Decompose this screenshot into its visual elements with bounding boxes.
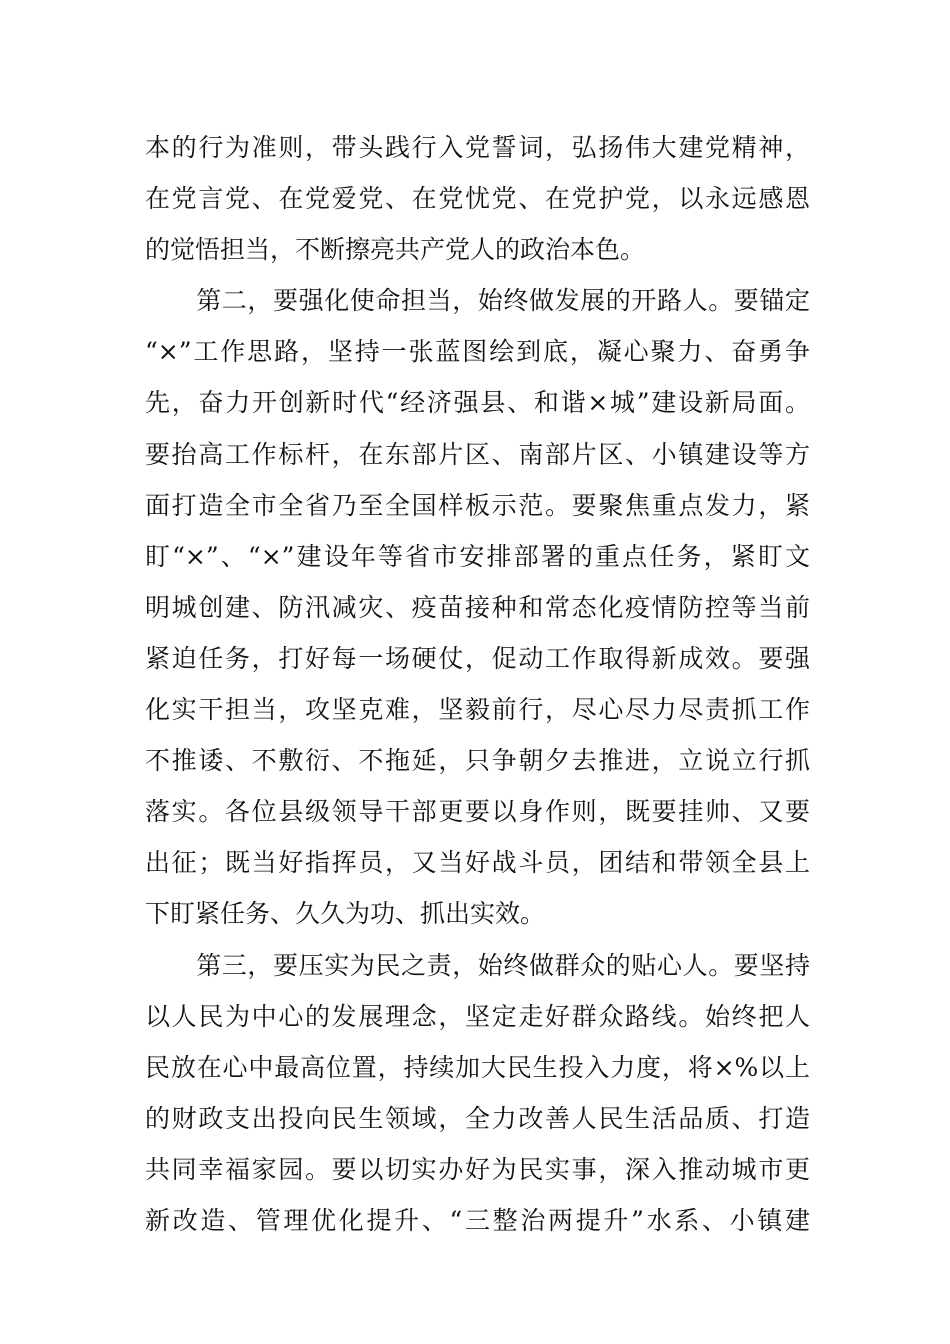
text-line: 第二，要强化使命担当，始终做发展的开路人。要锚定 <box>145 286 810 316</box>
text-line: 落实。各位县级领导干部更要以身作则，既要挂帅、又要 <box>145 797 810 827</box>
text-line: 先，奋力开创新时代“经济强县、和谐×城”建设新局面。 <box>145 388 810 418</box>
text-line: 以人民为中心的发展理念，坚定走好群众路线。始终把人 <box>145 1001 810 1031</box>
text-line: 民放在心中最高位置，持续加大民生投入力度，将×%以上 <box>145 1052 810 1082</box>
text-line: 的觉悟担当，不断擦亮共产党人的政治本色。 <box>145 235 646 265</box>
text-line: 第三，要压实为民之责，始终做群众的贴心人。要坚持 <box>145 950 810 980</box>
text-line: 不推诿、不敷衍、不拖延，只争朝夕去推进，立说立行抓 <box>145 746 810 776</box>
text-line: “×”工作思路，坚持一张蓝图绘到底，凝心聚力、奋勇争 <box>145 337 810 367</box>
text-line: 盯“×”、“×”建设年等省市安排部署的重点任务，紧盯文 <box>145 541 810 571</box>
text-line: 面打造全市全省乃至全国样板示范。要聚焦重点发力，紧 <box>145 490 810 520</box>
text-line: 下盯紧任务、久久为功、抓出实效。 <box>145 899 546 929</box>
text-line: 在党言党、在党爱党、在党忧党、在党护党，以永远感恩 <box>145 184 810 214</box>
text-line: 新改造、管理优化提升、“三整治两提升”水系、小镇建 <box>145 1205 810 1235</box>
text-line: 明城创建、防汛减灾、疫苗接种和常态化疫情防控等当前 <box>145 592 810 622</box>
text-line: 本的行为准则，带头践行入党誓词，弘扬伟大建党精神， <box>145 133 810 162</box>
text-line: 出征；既当好指挥员，又当好战斗员，团结和带领全县上 <box>145 848 810 878</box>
text-line: 共同幸福家园。要以切实办好为民实事，深入推动城市更 <box>145 1154 810 1184</box>
text-line: 化实干担当，攻坚克难，坚毅前行，尽心尽力尽责抓工作 <box>145 695 810 725</box>
text-line: 的财政支出投向民生领域，全力改善人民生活品质、打造 <box>145 1103 810 1133</box>
text-line: 紧迫任务，打好每一场硬仗，促动工作取得新成效。要强 <box>145 643 810 673</box>
text-line: 要抬高工作标杆，在东部片区、南部片区、小镇建设等方 <box>145 439 810 469</box>
body-text <box>145 122 810 1246</box>
